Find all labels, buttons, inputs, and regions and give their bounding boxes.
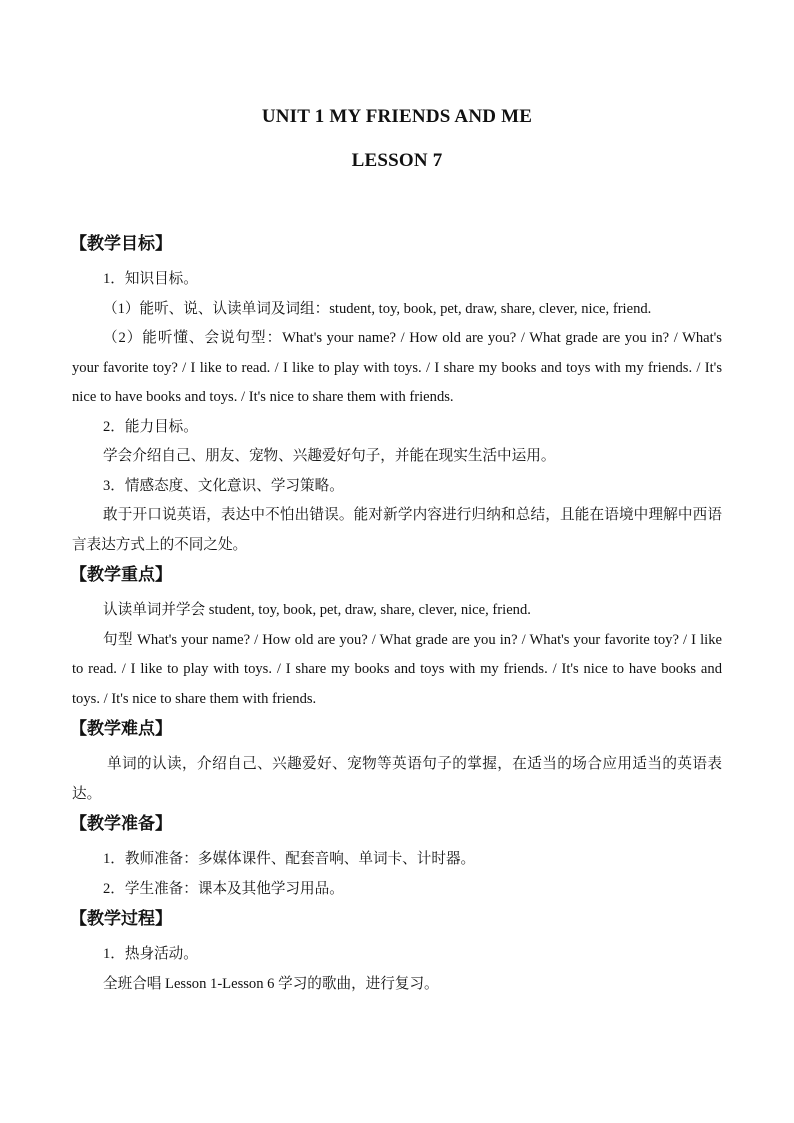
goals-item-2: 2．能力目标。 xyxy=(103,418,198,435)
section-difficult-points xyxy=(72,714,722,809)
goals-item-1-2: （2）能听懂、会说句型：What's your name? / How old are you? / What grade are you in? / What's your favorite toy? / I like to read. / I like to play with toys. / I share my books and toys with my friends. / It's nice to have books and toys. / It's nice to share them with friends. xyxy=(72,330,722,405)
section-goals xyxy=(72,229,722,560)
goals-item-1: 1．知识目标。 xyxy=(103,271,198,287)
section-key-points xyxy=(72,560,722,714)
section-heading-goals: 【教学目标】 xyxy=(70,234,172,254)
goals-item-2-text: 学会介绍自己、朋友、宠物、兴趣爱好句子，并能在现实生活中运用。 xyxy=(103,448,556,464)
section-process xyxy=(72,904,722,999)
goals-item-1-1: （1）能听、说、认读单词及词组：student, toy, book, pet, draw, share, clever, nice, friend. xyxy=(103,300,652,317)
process-step-1: 1．热身活动。 xyxy=(103,946,198,962)
goals-item-3: 3．情感态度、文化意识、学习策略。 xyxy=(103,477,344,494)
prep-teacher: 1．教师准备：多媒体课件、配套音响、单词卡、计时器。 xyxy=(103,851,476,867)
key-words: 认读单词并学会 student, toy, book, pet, draw, share, clever, nice, friend. xyxy=(103,602,531,618)
section-heading-difficult-points: 【教学难点】 xyxy=(70,719,172,739)
section-heading-process: 【教学过程】 xyxy=(70,909,172,929)
process-step-1-text: 全班合唱 Lesson 1-Lesson 6 学习的歌曲，进行复习。 xyxy=(103,975,439,992)
difficult-text: 单词的认读，介绍自己、兴趣爱好、宠物等英语句子的掌握，在适当的场合应用适当的英语表达。 xyxy=(72,756,722,802)
lesson-title: LESSON 7 xyxy=(351,150,443,171)
unit-title: UNIT 1 MY FRIENDS AND ME xyxy=(261,106,533,127)
key-sentences: 句型 What's your name? / How old are you? / What grade are you in? / What's your favorite toy? / I like to read. / I like to play with toys. / I share my books and toys with my friends. / It's nice to have books and toys. / It's nice to share them with friends. xyxy=(72,631,722,707)
section-heading-preparation: 【教学准备】 xyxy=(70,814,172,834)
document-body xyxy=(72,229,722,999)
section-preparation xyxy=(72,809,722,904)
prep-student: 2．学生准备：课本及其他学习用品。 xyxy=(103,880,344,897)
goals-item-3-text: 敢于开口说英语，表达中不怕出错误。能对新学内容进行归纳和总结，且能在语境中理解中西语言表达方式上的不同之处。 xyxy=(72,507,722,553)
section-heading-key-points: 【教学重点】 xyxy=(70,565,172,585)
